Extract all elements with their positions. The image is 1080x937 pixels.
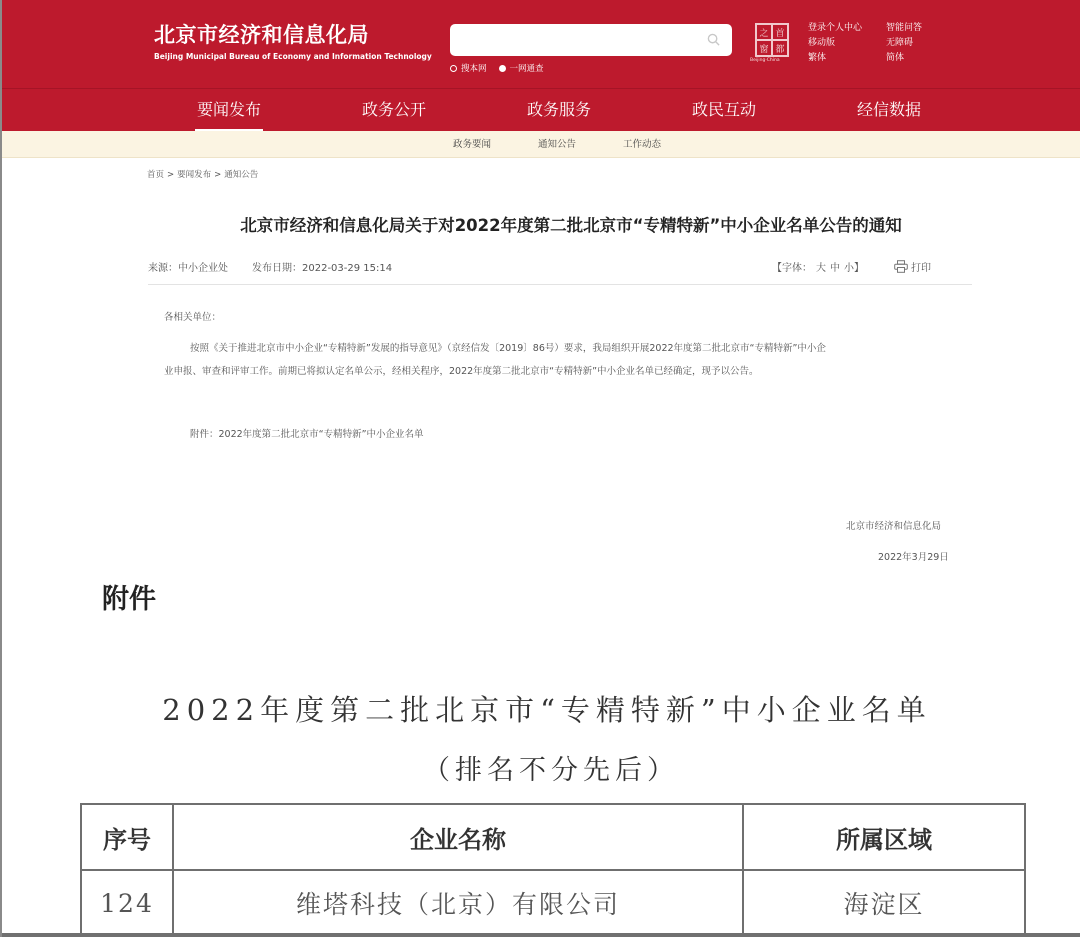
accessibility-link[interactable]: 无障碍: [886, 38, 914, 48]
simplified-chinese-link[interactable]: 简体: [886, 53, 905, 63]
breadcrumb-notices[interactable]: 通知公告: [224, 170, 259, 180]
font-size-medium[interactable]: 中: [830, 263, 840, 274]
list-title: 2022年度第二批北京市“专精特新”中小企业名单: [162, 693, 932, 727]
radio-unselected-icon: [499, 65, 506, 72]
salutation: 各相关单位：: [164, 312, 222, 323]
login-link[interactable]: 登录个人中心: [808, 23, 863, 33]
search-icon[interactable]: [707, 33, 720, 46]
attachment-heading: 附件: [102, 584, 156, 615]
radio-selected-icon: [450, 65, 457, 72]
nav-gov-affairs-open[interactable]: 政务公开: [362, 100, 427, 119]
signature-date: 2022年3月29日: [878, 552, 949, 563]
nav-economic-data[interactable]: 经信数据: [857, 100, 922, 119]
breadcrumb: 首页 > 要闻发布 > 通知公告: [147, 170, 259, 180]
search-scope: [450, 62, 544, 74]
header-serial-no: 序号: [81, 804, 173, 870]
attachment-link[interactable]: 附件：2022年度第二批北京市“专精特新”中小企业名单: [190, 429, 424, 440]
site-logo-en: Beijing Municipal Bureau of Economy and Information Technology: [154, 52, 432, 61]
smart-qa-link[interactable]: 智能问答: [886, 23, 923, 33]
breadcrumb-home[interactable]: 首页: [147, 170, 165, 180]
article-meta: 来源：中小企业处 发布日期：2022-03-29 15:14: [148, 263, 393, 274]
article-tools: 【字体： 大 中 小 】 打印: [772, 259, 931, 274]
search-input[interactable]: [450, 24, 732, 56]
article-date: 2022-03-29 15:14: [302, 263, 393, 274]
header-district: 所属区域: [743, 804, 1025, 870]
print-button[interactable]: 打印: [894, 259, 931, 274]
article-source: 中小企业处: [178, 263, 228, 274]
signature-org: 北京市经济和信息化局: [846, 521, 942, 532]
font-size-small[interactable]: 小: [844, 263, 854, 274]
font-size-large[interactable]: 大: [816, 263, 826, 274]
bottom-edge: [2, 933, 1080, 937]
cell-district: 海淀区: [743, 870, 1025, 936]
breadcrumb-news-release[interactable]: 要闻发布: [177, 170, 212, 180]
site-logo-cn[interactable]: 北京市经济和信息化局: [154, 23, 369, 47]
cell-serial-no: 124: [81, 870, 173, 936]
search-scope-site[interactable]: 搜本网: [450, 62, 487, 74]
table-header-row: [81, 804, 1025, 870]
article-title: 北京市经济和信息化局关于对2022年度第二批北京市“专精特新”中小企业名单公告的通知: [240, 216, 902, 235]
search-scope-all[interactable]: 一网通查: [499, 62, 544, 74]
nav-gov-services[interactable]: 政务服务: [527, 100, 592, 119]
traditional-chinese-link[interactable]: 繁体: [808, 53, 827, 63]
site-header: [2, 0, 1080, 88]
list-subtitle: （排名不分先后）: [423, 755, 679, 786]
meta-divider: [148, 284, 972, 285]
printer-icon: [894, 260, 908, 273]
sub-nav: [2, 131, 1080, 158]
subnav-gov-news[interactable]: 政务要闻: [453, 139, 492, 150]
emblem-caption: Beijing·China: [750, 58, 780, 63]
table-row: [81, 870, 1025, 936]
header-company-name: 企业名称: [173, 804, 743, 870]
paragraph-line-1: 按照《关于推进北京市中小企业“专精特新”发展的指导意见》（京经信发〔2019〕86号）要求，我局组织开展2022年度第二批北京市“专精特新”中小企: [190, 343, 826, 354]
subnav-work-updates[interactable]: 工作动态: [623, 139, 662, 150]
cell-company-name: 维塔科技（北京）有限公司: [173, 870, 743, 936]
company-table: [80, 803, 1026, 937]
mobile-version-link[interactable]: 移动版: [808, 38, 836, 48]
top-links: [808, 22, 946, 64]
nav-public-interaction[interactable]: 政民互动: [692, 100, 757, 119]
subnav-notices[interactable]: 通知公告: [538, 139, 577, 150]
main-nav: [2, 88, 1080, 131]
paragraph-line-2: 业申报、审查和评审工作。前期已将拟认定名单公示，经相关程序，2022年度第二批北京市“专精特新”中小企业名单已经确定，现予以公告。: [164, 366, 759, 377]
capital-window-emblem[interactable]: 之 首 窗 都: [755, 23, 789, 57]
nav-news-release[interactable]: 要闻发布: [197, 89, 261, 132]
